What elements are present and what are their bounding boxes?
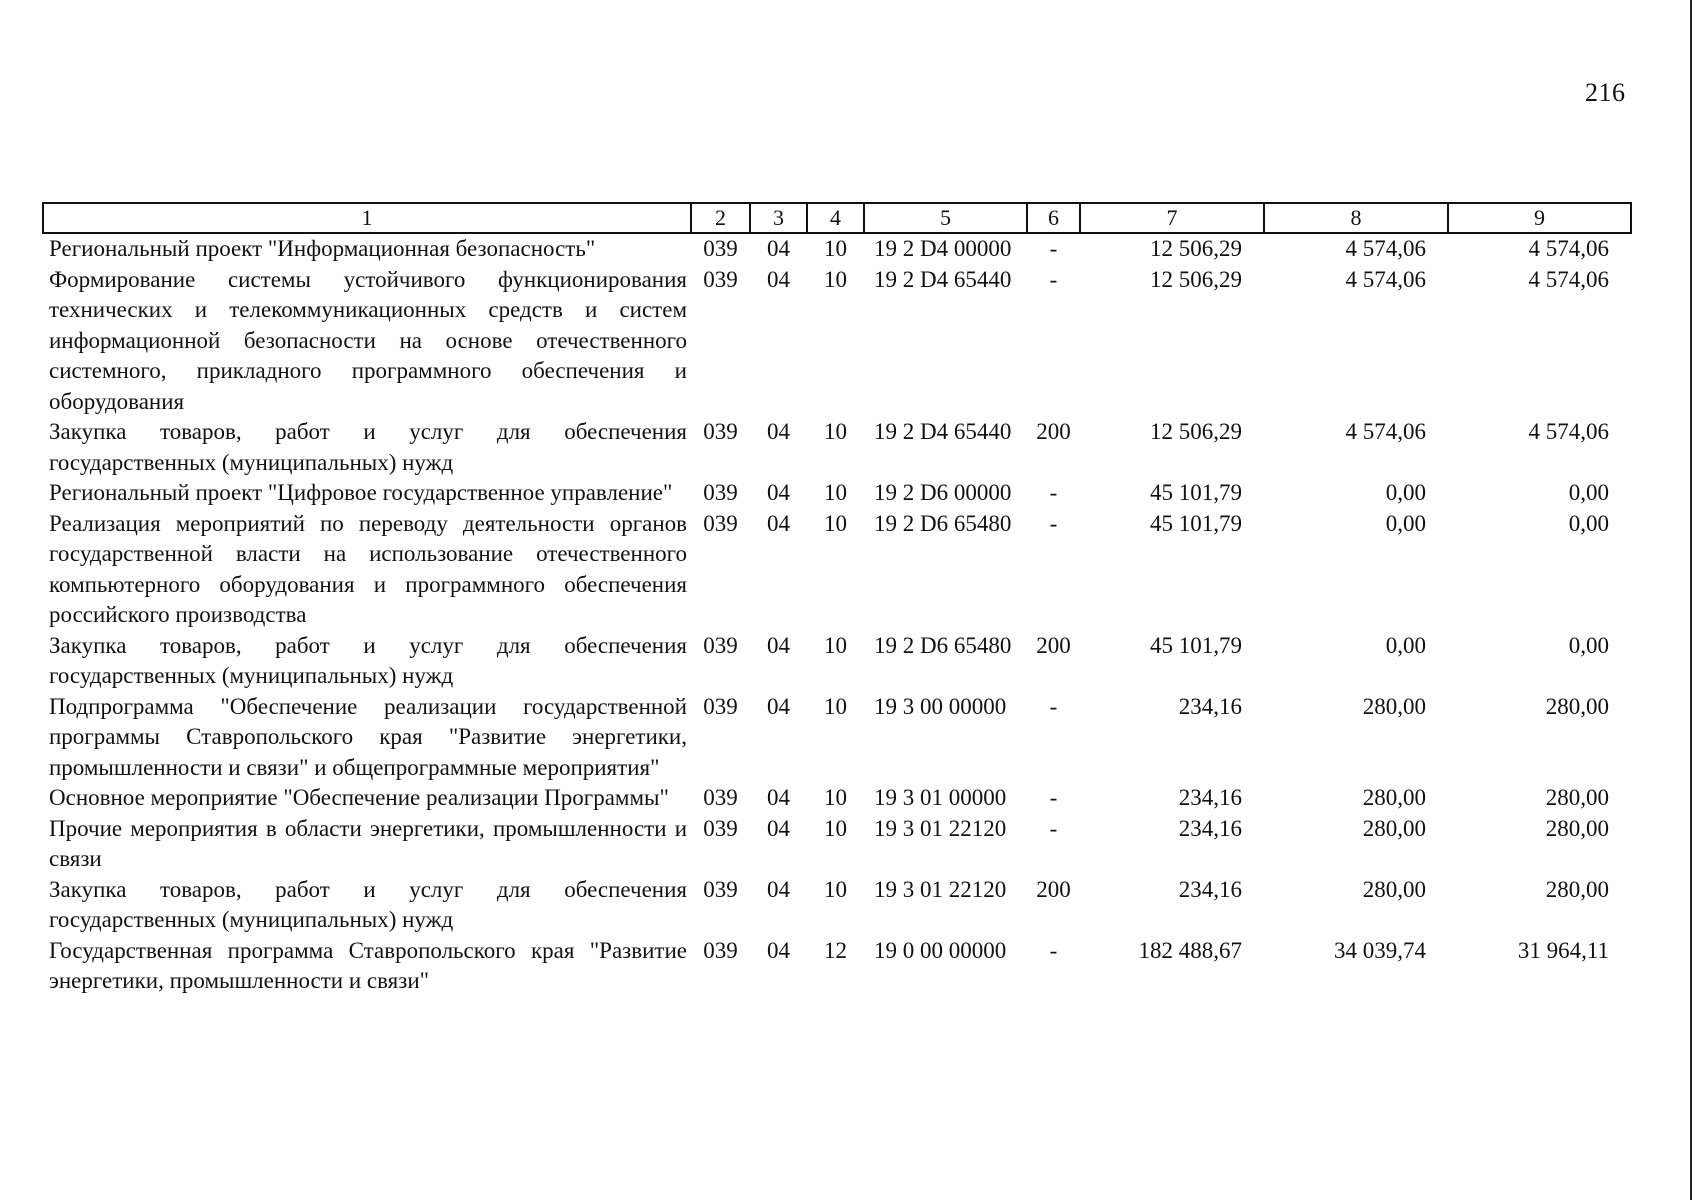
col-section: 04 (767, 480, 790, 505)
col-target-code: 19 3 01 00000 (874, 785, 1007, 810)
col-section: 04 (767, 236, 790, 261)
column-header-4: 4 (807, 203, 864, 233)
col-amount-8: 0,00 (1385, 510, 1426, 536)
col-target-code: 19 3 00 00000 (874, 693, 1007, 719)
col-expense-type: - (1049, 815, 1058, 841)
col-amount-7: 182 488,67 (1138, 937, 1242, 963)
col-section: 04 (767, 937, 790, 963)
col-amount-7: 45 101,79 (1150, 632, 1242, 658)
row-name: Подпрограмма "Обеспечение реализации государственной программы Ставропольского края "Развитие энергетики, промышленности и связи" и общепрограммные мероприятия" (49, 693, 687, 780)
col-section: 04 (767, 510, 790, 536)
col-ministry: 039 (703, 937, 738, 963)
col-ministry: 039 (703, 419, 738, 444)
col-amount-9: 0,00 (1568, 510, 1609, 536)
col-amount-8: 0,00 (1385, 632, 1426, 658)
col-expense-type: 200 (1036, 632, 1071, 658)
col-amount-9: 0,00 (1568, 480, 1609, 505)
col-target-code: 19 3 01 22120 (874, 876, 1007, 902)
col-subsection: 10 (824, 632, 847, 658)
col-target-code: 19 2 D6 65480 (874, 632, 1012, 658)
col-amount-7: 234,16 (1178, 815, 1242, 841)
col-amount-7: 234,16 (1178, 785, 1242, 810)
row-name: Реализация мероприятий по переводу деятельности органов государственной власти на использование отечественного компьютерного оборудования и программного обеспечения российского производства (49, 510, 687, 627)
table-body (43, 233, 1631, 997)
col-ministry: 039 (703, 266, 738, 292)
col-amount-8: 34 039,74 (1334, 937, 1426, 963)
table-row (43, 692, 1631, 784)
col-section: 04 (767, 632, 790, 658)
col-amount-8: 4 574,06 (1345, 266, 1426, 292)
col-amount-9: 280,00 (1545, 815, 1609, 841)
col-target-code: 19 2 D4 65440 (874, 266, 1012, 292)
table-row (43, 631, 1631, 692)
col-ministry: 039 (703, 876, 738, 902)
col-amount-9: 31 964,11 (1517, 937, 1609, 963)
col-target-code: 19 2 D4 00000 (874, 236, 1012, 261)
header-row (43, 203, 1631, 233)
table-row (43, 233, 1631, 265)
col-section: 04 (767, 876, 790, 902)
col-section: 04 (767, 815, 790, 841)
column-header-7: 7 (1080, 203, 1264, 233)
column-header-9: 9 (1448, 203, 1631, 233)
column-header-8: 8 (1264, 203, 1448, 233)
col-amount-8: 4 574,06 (1345, 236, 1426, 261)
table-row (43, 509, 1631, 631)
column-header-2: 2 (691, 203, 750, 233)
row-name: Закупка товаров, работ и услуг для обеспечения государственных (муниципальных) нужд (49, 419, 687, 475)
table-row (43, 814, 1631, 875)
col-amount-7: 12 506,29 (1150, 236, 1242, 261)
col-amount-7: 45 101,79 (1150, 480, 1242, 505)
col-subsection: 10 (824, 876, 847, 902)
col-amount-8: 280,00 (1362, 815, 1426, 841)
col-expense-type: - (1049, 236, 1058, 261)
table-header (43, 203, 1631, 233)
col-section: 04 (767, 266, 790, 292)
col-ministry: 039 (703, 785, 738, 810)
table-row (43, 478, 1631, 509)
row-name: Государственная программа Ставропольского края "Развитие энергетики, промышленности и связи" (49, 937, 687, 993)
col-subsection: 10 (824, 419, 847, 444)
col-target-code: 19 2 D6 65480 (874, 510, 1012, 536)
row-name: Прочие мероприятия в области энергетики, промышленности и связи (49, 815, 687, 871)
col-subsection: 10 (824, 785, 847, 810)
row-name: Формирование системы устойчивого функционирования технических и телекоммуникационных средств и систем информационной безопасности на основе отечественного системного, прикладного программного обеспечения и оборудования (49, 266, 687, 414)
col-ministry: 039 (703, 510, 738, 536)
col-ministry: 039 (703, 480, 738, 505)
col-amount-7: 45 101,79 (1150, 510, 1242, 536)
scan-edge-line (1690, 0, 1692, 1200)
col-expense-type: - (1049, 937, 1058, 963)
column-header-1: 1 (43, 203, 691, 233)
col-target-code: 19 3 01 22120 (874, 815, 1007, 841)
col-expense-type: - (1049, 785, 1058, 810)
col-amount-9: 280,00 (1545, 876, 1609, 902)
col-amount-7: 234,16 (1178, 693, 1242, 719)
col-subsection: 12 (824, 937, 847, 963)
col-amount-9: 4 574,06 (1528, 419, 1609, 444)
table-row (43, 875, 1631, 936)
col-subsection: 10 (824, 815, 847, 841)
column-header-6: 6 (1027, 203, 1080, 233)
col-amount-9: 280,00 (1545, 785, 1609, 810)
col-expense-type: - (1049, 693, 1058, 719)
col-amount-8: 4 574,06 (1345, 419, 1426, 444)
table-row (43, 265, 1631, 418)
col-section: 04 (767, 785, 790, 810)
row-name: Основное мероприятие "Обеспечение реализации Программы" (49, 785, 669, 810)
col-subsection: 10 (824, 510, 847, 536)
row-name: Закупка товаров, работ и услуг для обеспечения государственных (муниципальных) нужд (49, 876, 687, 932)
col-expense-type: - (1049, 480, 1058, 505)
row-name: Региональный проект "Цифровое государственное управление" (49, 480, 673, 505)
column-header-5: 5 (864, 203, 1027, 233)
col-amount-8: 0,00 (1385, 480, 1426, 505)
col-ministry: 039 (703, 632, 738, 658)
col-amount-7: 12 506,29 (1150, 266, 1242, 292)
col-section: 04 (767, 693, 790, 719)
col-expense-type: 200 (1036, 419, 1071, 444)
table-row (43, 783, 1631, 814)
col-subsection: 10 (824, 236, 847, 261)
col-subsection: 10 (824, 693, 847, 719)
col-expense-type: - (1049, 510, 1058, 536)
table-row (43, 417, 1631, 478)
col-amount-7: 234,16 (1178, 876, 1242, 902)
col-amount-8: 280,00 (1362, 785, 1426, 810)
col-target-code: 19 2 D4 65440 (874, 419, 1012, 444)
col-expense-type: - (1049, 266, 1058, 292)
col-amount-9: 4 574,06 (1528, 236, 1609, 261)
col-amount-9: 280,00 (1545, 693, 1609, 719)
col-target-code: 19 0 00 00000 (874, 937, 1007, 963)
col-amount-8: 280,00 (1362, 693, 1426, 719)
col-ministry: 039 (703, 693, 738, 719)
col-target-code: 19 2 D6 00000 (874, 480, 1012, 505)
budget-table (42, 202, 1632, 997)
col-amount-9: 0,00 (1568, 632, 1609, 658)
col-subsection: 10 (824, 266, 847, 292)
row-name: Региональный проект "Информационная безопасность" (49, 236, 596, 261)
page-number: 216 (1585, 78, 1626, 107)
col-amount-8: 280,00 (1362, 876, 1426, 902)
col-subsection: 10 (824, 480, 847, 505)
col-ministry: 039 (703, 236, 738, 261)
row-name: Закупка товаров, работ и услуг для обеспечения государственных (муниципальных) нужд (49, 632, 687, 688)
col-expense-type: 200 (1036, 876, 1071, 902)
col-ministry: 039 (703, 815, 738, 841)
col-section: 04 (767, 419, 790, 444)
col-amount-7: 12 506,29 (1150, 419, 1242, 444)
column-header-3: 3 (750, 203, 807, 233)
col-amount-9: 4 574,06 (1528, 266, 1609, 292)
table-row (43, 936, 1631, 997)
